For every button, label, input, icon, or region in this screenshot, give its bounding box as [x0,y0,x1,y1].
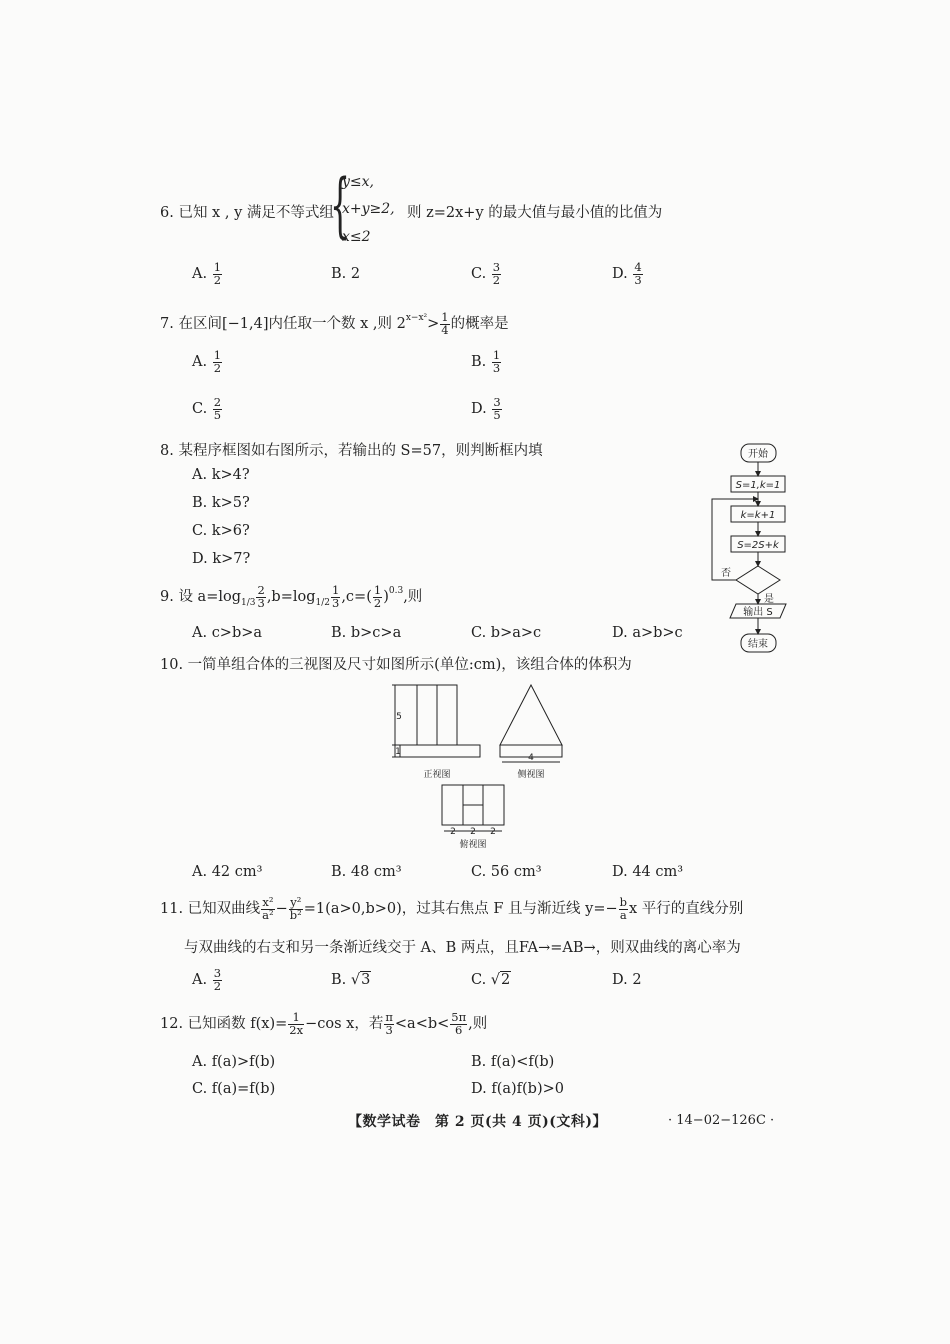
q11-option-b: B. √3 [331,972,371,988]
q10-option-d: D. 44 cm³ [612,864,684,880]
q6-brace: { [330,164,351,246]
side-view-label: 侧视图 [517,770,545,780]
q12-option-a: A. f(a)>f(b) [192,1054,276,1070]
q12-option-b: B. f(a)<f(b) [471,1054,555,1070]
q12-option-c: C. f(a)=f(b) [192,1081,276,1097]
flow-update: S=2S+k [737,540,779,551]
q9-option-c: C. b>a>c [471,625,542,641]
top-view-label: 俯视图 [459,840,487,850]
q6-sys-3: x≤2 [342,229,371,245]
flow-end: 结束 [748,639,768,650]
q6-option-a: A. $\frac{1}{2}$ [192,260,222,287]
q9-option-b: B. b>c>a [331,625,402,641]
q6-stem: 6. 已知 x , y 满足不等式组 [160,205,334,221]
q7-stem: 7. 在区间[−1,4]内任取一个数 x ,则 $2^{x-x^2}>$ $\frac{1}{4}$ 的概率是 [160,310,509,337]
q8-option-b: B. k>5? [192,495,250,511]
q7-option-d: D. $\frac{3}{5}$ [471,395,501,422]
q9-stem: 9. 设 $a=\log_{1/3}$ $\frac{2}{3}$ $,b=\log_{1/2}$ $\frac{1}{3}$ ,c=( $\frac{1}{2}$ )$^{0.3}$,则 [160,583,423,610]
front-view-base [400,745,480,757]
q11-option-a: A. $\frac{3}{2}$ [192,966,222,993]
dim-2a: 2 [450,827,456,837]
flow-inc: k=k+1 [740,510,776,521]
q10-option-a: A. 42 cm³ [192,864,263,880]
q7-option-c: C. $\frac{2}{5}$ [192,395,222,422]
q11-option-c: C. √2 [471,972,511,988]
dim-4: 4 [528,753,534,763]
side-view-triangle [500,685,562,745]
q12-option-d: D. f(a)f(b)>0 [471,1081,564,1097]
q8-option-c: C. k>6? [192,523,250,539]
flow-decision-diamond [736,566,780,594]
flowchart [700,436,810,658]
q6-option-d: D. $\frac{4}{3}$ [612,260,642,287]
flow-yes: 是 [764,594,774,605]
q10-stem: 10. 一简单组合体的三视图及尺寸如图所示(单位:cm)，该组合体的体积为 [160,657,632,673]
q8-option-a: A. k>4? [192,467,250,483]
q7-option-b: B. $\frac{1}{3}$ [471,348,501,375]
q10-option-b: B. 48 cm³ [331,864,402,880]
flow-output: 输出 S [743,607,773,618]
footer-title: 【数学试卷 第 2 页(共 4 页)(文科)】 [348,1114,607,1130]
q12-stem: 12. 已知函数 f(x)= $\frac{1}{2x}$ −cos x，若 $\frac{\pi}{3}$ <a<b< $\frac{5\pi}{6}$ ,则 [160,1010,488,1037]
q6-sys-1: y≤x, [342,174,374,190]
q7-option-a: A. $\frac{1}{2}$ [192,348,222,375]
q6-tail: 则 z=2x+y 的最大值与最小值的比值为 [407,205,663,221]
q11-option-d: D. 2 [612,972,642,988]
q9-option-a: A. c>b>a [192,625,263,641]
q8-option-d: D. k>7? [192,551,251,567]
dim-2c: 2 [490,827,496,837]
dim-5: 5 [396,712,402,722]
q10-option-c: C. 56 cm³ [471,864,542,880]
footer-code: · 14−02−126C · [668,1113,775,1128]
flow-init: S=1,k=1 [735,480,781,491]
q6-option-c: C. $\frac{3}{2}$ [471,260,501,287]
q11-stem-line1: 11. 已知双曲线 $\frac{\text{x²}}{\text{a²}}$ − $\frac{\text{y²}}{\text{b²}}$ =1(a>0,b>0)，过其右焦点 F 且与渐近线 y=− $\frac{b}{a}$ x 平行的直线分别 [160,895,744,922]
q9-option-d: D. a>b>c [612,625,683,641]
front-view-label: 正视图 [423,770,451,780]
q6-sys-2: x+y≥2, [342,201,395,217]
q6-option-b: B. 2 [331,266,361,282]
dim-1: 1 [395,747,401,757]
dim-2b: 2 [470,827,476,837]
flow-start: 开始 [748,449,768,460]
three-view-figure [385,680,585,855]
flow-no: 否 [721,568,731,579]
q11-stem-line2: 与双曲线的右支和另一条渐近线交于 A、B 两点，且FA→=AB→，则双曲线的离心率为 [184,940,741,956]
q8-stem: 8. 某程序框图如右图所示，若输出的 S=57，则判断框内填 [160,443,543,459]
